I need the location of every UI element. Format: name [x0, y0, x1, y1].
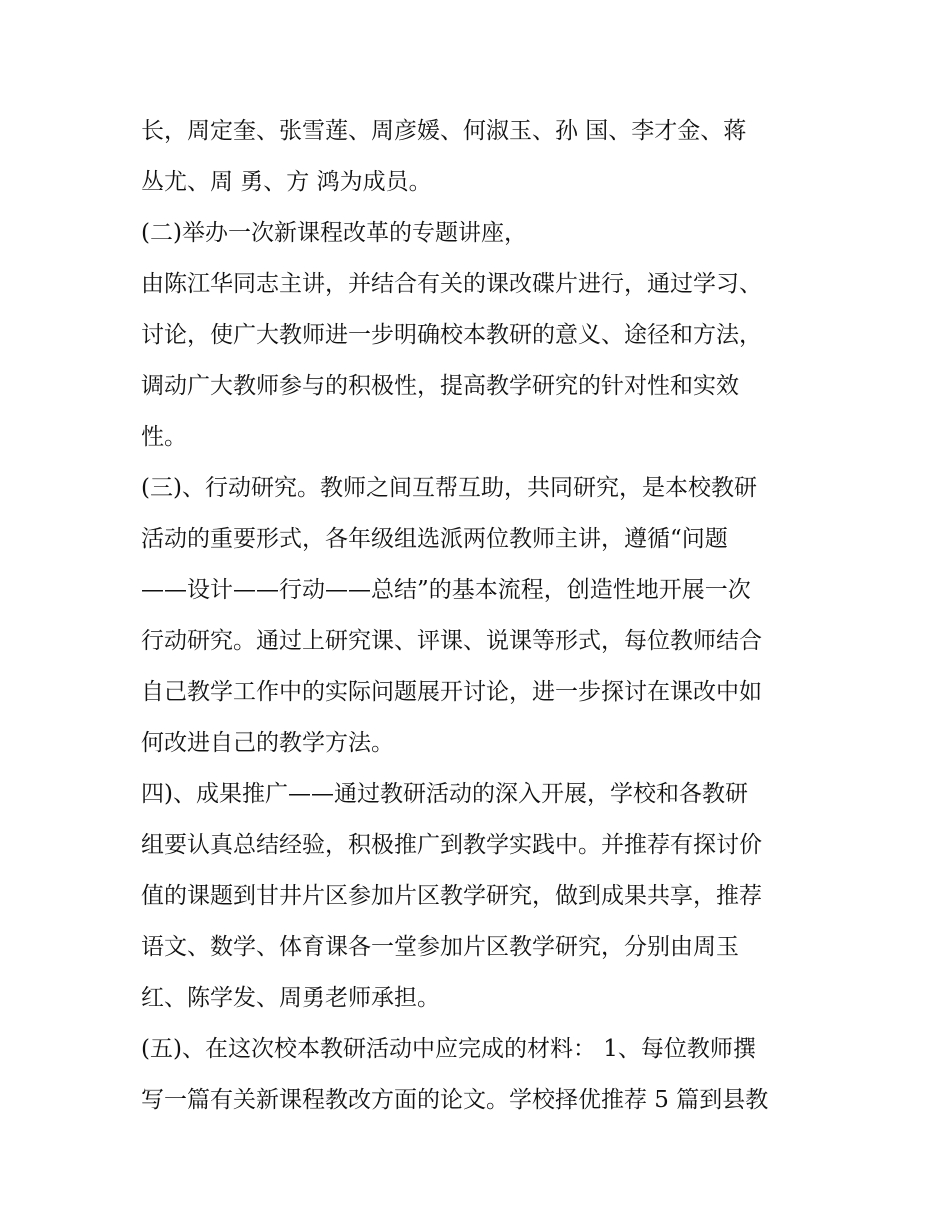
text-line: 何改进自己的教学方法。: [141, 730, 394, 756]
text-line: 性。: [141, 424, 187, 450]
text-line: 红、陈学发、周勇老师承担。: [141, 985, 440, 1011]
document-body: [141, 106, 821, 1126]
text-line: (三)、行动研究。教师之间互帮互助，共同研究，是本校教研: [141, 475, 757, 501]
text-line: (二)举办一次新课程改革的专题讲座，: [141, 220, 527, 246]
text-line: 值的课题到甘井片区参加片区教学研究，做到成果共享，推荐: [141, 883, 762, 909]
text-line: 由陈江华同志主讲，并结合有关的课改碟片进行，通过学习、: [141, 271, 762, 297]
text-line: 丛尤、周 勇、方 鸿为成员。: [141, 169, 432, 195]
text-line: 长，周定奎、张雪莲、周彦媛、何淑玉、孙 国、李才金、蒋: [141, 118, 747, 144]
text-line: ——设计——行动——总结”的基本流程，创造性地开展一次: [141, 577, 751, 603]
text-line: 活动的重要形式，各年级组选派两位教师主讲，遵循“问题: [141, 526, 728, 552]
text-line: (五)、在这次校本教研活动中应完成的材料： 1、每位教师撰: [141, 1036, 756, 1062]
text-line: 调动广大教师参与的积极性，提高教学研究的针对性和实效: [141, 373, 739, 399]
text-line: 讨论，使广大教师进一步明确校本教研的意义、途径和方法，: [141, 322, 762, 348]
text-line: 写一篇有关新课程教改方面的论文。学校择优推荐 5 篇到县教: [141, 1087, 769, 1113]
text-line: 自己教学工作中的实际问题展开讨论，进一步探讨在课改中如: [141, 679, 762, 705]
text-line: 行动研究。通过上研究课、评课、说课等形式，每位教师结合: [141, 628, 762, 654]
text-line: 组要认真总结经验，积极推广到教学实践中。并推荐有探讨价: [141, 832, 762, 858]
text-line: 语文、数学、体育课各一堂参加片区教学研究，分别由周玉: [141, 934, 739, 960]
text-line: 四)、成果推广——通过教研活动的深入开展，学校和各教研: [141, 781, 748, 807]
